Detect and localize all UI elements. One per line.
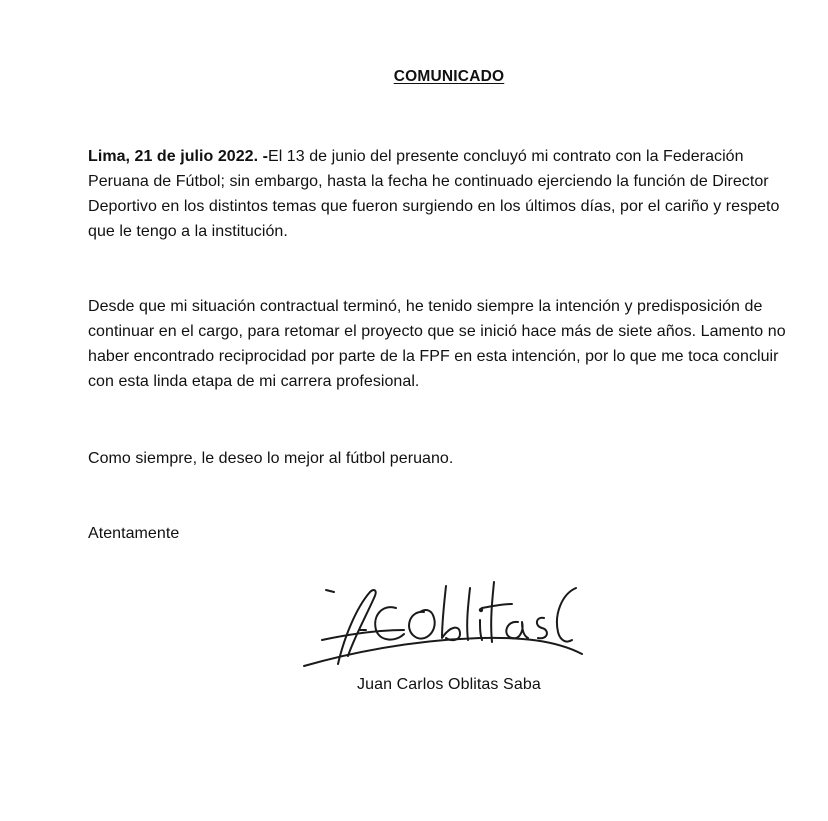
paragraph-intro: [88, 144, 808, 244]
signature-icon: [300, 568, 590, 678]
paragraph-situation: Desde que mi situación contractual terminó, he tenido siempre la intención y predisposición de continuar en el cargo, para retomar el proyecto que se inició hace más de siete años. Lamento no haber encontrado reciprocidad por parte de la FPF en esta intención, por lo que me toca concluir con esta linda etapa de mi carrera profesional.: [88, 298, 786, 390]
paragraph-wishes: Como siempre, le deseo lo mejor al fútbol peruano.: [88, 450, 454, 467]
document-title: COMUNICADO: [393, 68, 505, 85]
closing-salutation: Atentamente: [88, 525, 180, 542]
date-lead: Lima, 21 de julio 2022. -: [88, 148, 268, 165]
paragraph-intro-text: El 13 de junio del presente concluyó mi contrato con la Federación Peruana de Fútbol; sin embargo, hasta la fecha he continuado ejerciendo la función de Director Deportivo en los distintos temas que fueron surgiendo en los últimos días, por el cariño y respeto que le tengo a la institución.: [88, 148, 780, 240]
signer-name: Juan Carlos Oblitas Saba: [357, 676, 541, 693]
